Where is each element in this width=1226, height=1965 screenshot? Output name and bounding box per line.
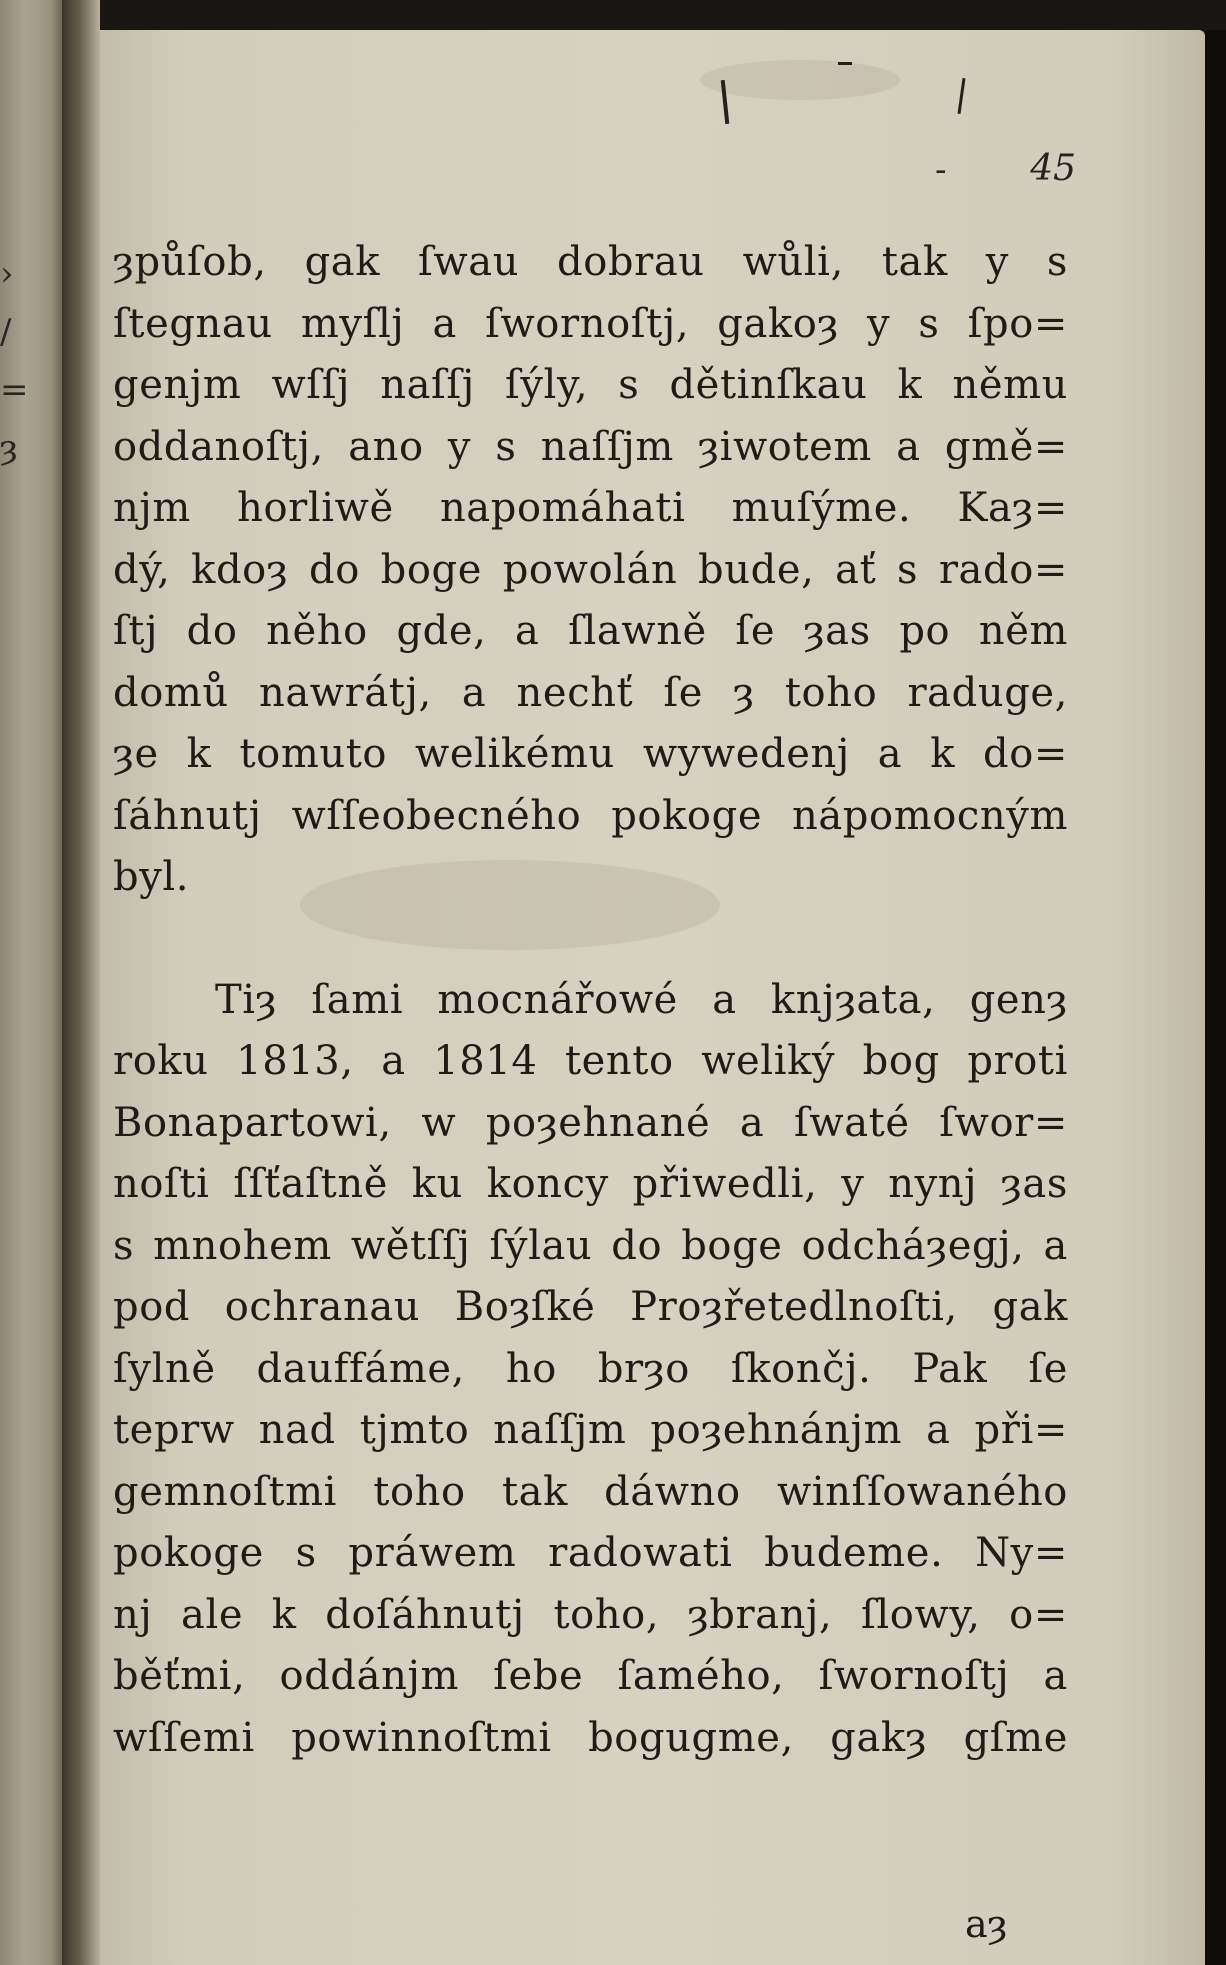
paper-stain (700, 60, 900, 100)
text-line: ȝpůſob, gak ſwau dobrau wůli, tak y s (113, 239, 1068, 285)
book-gutter (62, 0, 100, 1965)
text-line: Bonapartowi, w poȝehnané a ſwaté ſwor= (113, 1099, 1068, 1146)
text-line: ȝe k tomuto welikému wywedenj a k do= (113, 731, 1068, 777)
prev-mark: › (0, 254, 14, 294)
text-line: ſáhnutj wſſeobecného pokoge nápomocným (113, 792, 1068, 839)
text-line: gemnoſtmi toho tak dáwno winſſowaného (113, 1468, 1068, 1515)
text-line: dý, kdoȝ do boge powolán bude, ať s rado= (113, 546, 1068, 593)
text-line: domů nawrátj, a nechť ſe ȝ toho raduge, (113, 669, 1068, 716)
page-header-dash: - (935, 150, 947, 190)
page-body-text (113, 232, 1068, 1769)
text-line: njm horliwě napomáhati muſýme. Kaȝ= (113, 485, 1068, 531)
prev-mark: / (0, 312, 12, 352)
previous-page-text-fragments (0, 245, 29, 477)
page-right-edge (1205, 30, 1226, 1965)
page-number: 45 (1030, 148, 1076, 189)
text-line: roku 1813, a 1814 tento weliký bog proti (113, 1038, 1068, 1084)
text-line: s mnohem wětſſj ſýlau do boge odcháȝegj, a (113, 1222, 1068, 1269)
text-line: oddanoſtj, ano y s naſſjm ȝiwotem a gmě= (113, 423, 1068, 470)
text-line: byl. (113, 854, 190, 900)
text-line: ſtegnau myſlj a ſwornoſtj, gakoȝ y s ſpo= (113, 300, 1068, 347)
text-line: ſtj do něho gde, a ſlawně ſe ȝas po něm (113, 608, 1068, 654)
text-line: teprw nad tjmto naſſjm poȝehnánjm a při= (113, 1407, 1068, 1453)
ink-mark (838, 62, 852, 65)
text-line: běťmi, oddánjm ſebe ſamého, ſwornoſtj a (113, 1653, 1068, 1699)
text-line: pod ochranau Boȝſké Proȝřetedlnoſti, gak (113, 1284, 1068, 1330)
text-line: Tiȝ ſami mocnářowé a knjȝata, genȝ (215, 976, 1068, 1023)
paragraph (113, 970, 1068, 1770)
text-line: pokoge s práwem radowati budeme. Ny= (113, 1530, 1068, 1576)
text-line: genjm wſſj naſſj ſýly, s dětinſkau k němu (113, 362, 1068, 408)
text-line: wſſemi powinnoſtmi bogugme, gakȝ gſme (113, 1714, 1068, 1761)
prev-mark: = (0, 370, 29, 410)
text-line: ſylně dauffáme, ho brȝo ſkončj. Pak ſe (113, 1345, 1068, 1392)
prev-mark: ȝ (0, 428, 18, 468)
text-line: nj ale k doſáhnutj toho, ȝbranj, ſlowy, o= (113, 1591, 1068, 1638)
text-line: noſti ſſťaſtně ku koncy přiwedli, y nynj ȝas (113, 1161, 1068, 1207)
paragraph (113, 232, 1068, 909)
catchword: aȝ (965, 1902, 1008, 1946)
